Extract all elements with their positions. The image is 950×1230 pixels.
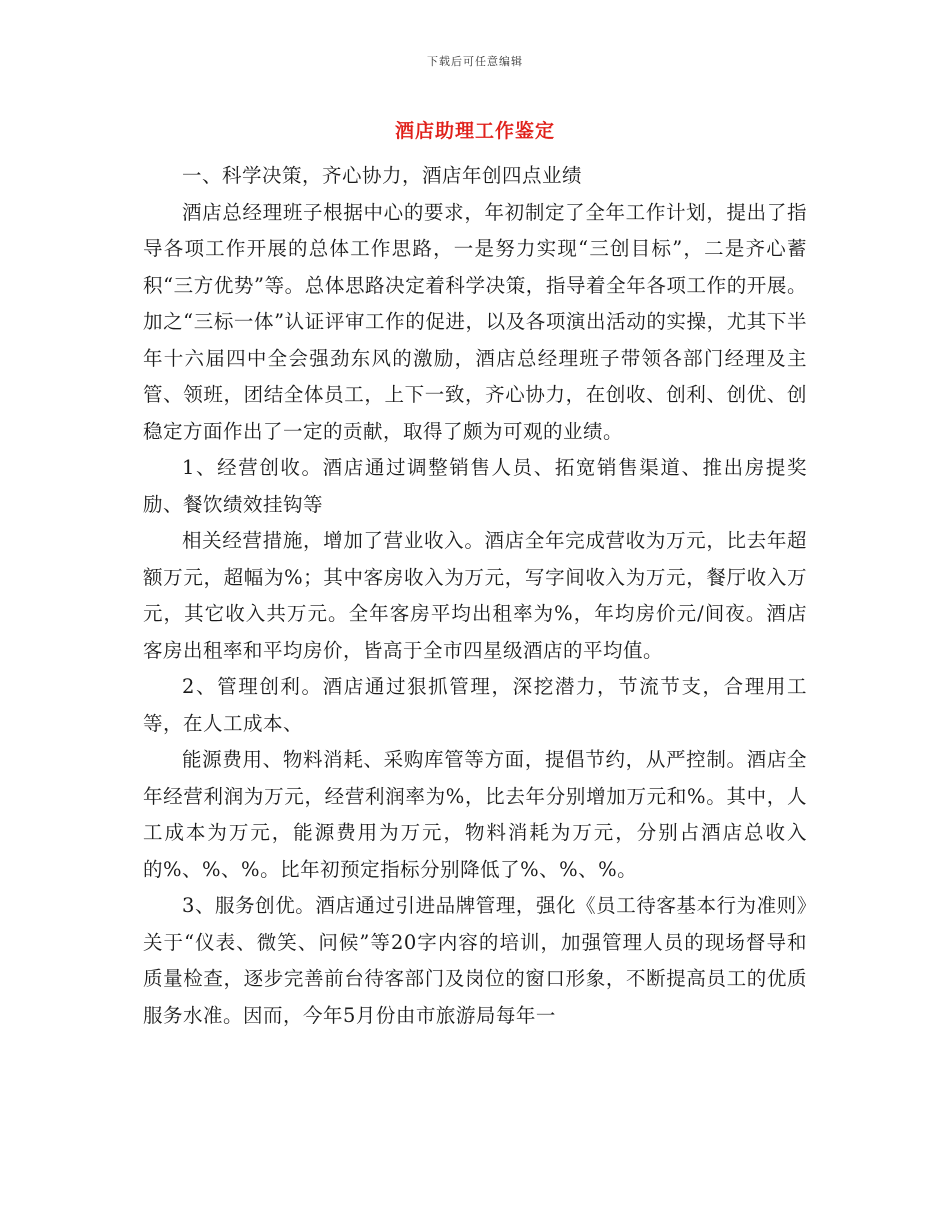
section-heading-1: 一、科学决策，齐心协力，酒店年创四点业绩 — [182, 164, 583, 187]
document-title: 酒店助理工作鉴定 — [394, 120, 555, 142]
document-body — [143, 158, 807, 1034]
paragraph-profit-detail: 能源费用、物料消耗、采购库管等方面，提倡节约，从严控制。酒店全年经营利润为万元，经营利润率为%，比去年分别增加万元和%。其中，人工成本为万元，能源费用为万元，物料消耗为万元，分别占酒店总收入的%、%、%。比年初预定指标分别降低了%、%、%。 — [143, 748, 807, 881]
page-header: 下载后可任意编辑 — [427, 55, 523, 68]
paragraph-service: 3、服务创优。酒店通过引进品牌管理，强化《员工待客基本行为准则》关于“仪表、微笑、问候”等20字内容的培训，加强管理人员的现场督导和质量检查，逐步完善前台待客部门及岗位的窗口形象，不断提高员工的优质服务水准。因而，今年5月份由市旅游局每年一 — [143, 894, 807, 1027]
paragraph-profit-intro: 2、管理创利。酒店通过狠抓管理，深挖潜力，节流节支，合理用工等，在人工成本、 — [143, 675, 807, 735]
paragraph-overview: 酒店总经理班子根据中心的要求，年初制定了全年工作计划，提出了指导各项工作开展的总体工作思路，一是努力实现“三创目标”，二是齐心蓄积“三方优势”等。总体思路决定着科学决策，指导着全年各项工作的开展。加之“三标一体”认证评审工作的促进，以及各项演出活动的实操，尤其下半年十六届四中全会强劲东风的激励，酒店总经理班子带领各部门经理及主管、领班，团结全体员工，上下一致，齐心协力，在创收、创利、创优、创稳定方面作出了一定的贡献，取得了颇为可观的业绩。 — [143, 200, 807, 443]
paragraph-revenue-intro: 1、经营创收。酒店通过调整销售人员、拓宽销售渠道、推出房提奖励、餐饮绩效挂钩等 — [143, 456, 807, 516]
paragraph-revenue-detail: 相关经营措施，增加了营业收入。酒店全年完成营收为万元，比去年超额万元，超幅为%；其中客房收入为万元，写字间收入为万元，餐厅收入万元，其它收入共万元。全年客房平均出租率为%，年均房价元/间夜。酒店客房出租率和平均房价，皆高于全市四星级酒店的平均值。 — [143, 529, 807, 662]
